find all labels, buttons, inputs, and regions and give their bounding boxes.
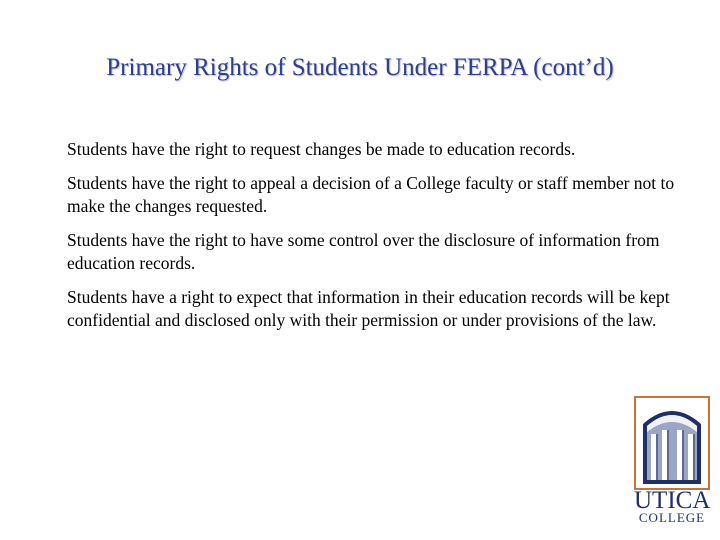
bullet-item: Students have the right to request changes be made to education records.: [67, 139, 576, 159]
bullet-item: Students have the right to have some control over the disclosure of information from education records.: [67, 230, 660, 273]
building-arch-icon: [634, 396, 710, 490]
bullet-list: [67, 138, 677, 343]
bullet-item: Students have the right to appeal a decision of a College faculty or staff member not to make the changes requested.: [67, 173, 675, 216]
logo-text-college: COLLEGE: [638, 510, 706, 525]
bullet-item: Students have a right to expect that information in their education records will be kept confidential and disclosed only with their permission or under provisions of the law.: [67, 287, 670, 330]
utica-college-logo: [634, 396, 710, 526]
slide-title: Primary Rights of Students Under FERPA (cont’d): [106, 54, 614, 81]
logo-text-utica: UTICA: [634, 487, 711, 514]
